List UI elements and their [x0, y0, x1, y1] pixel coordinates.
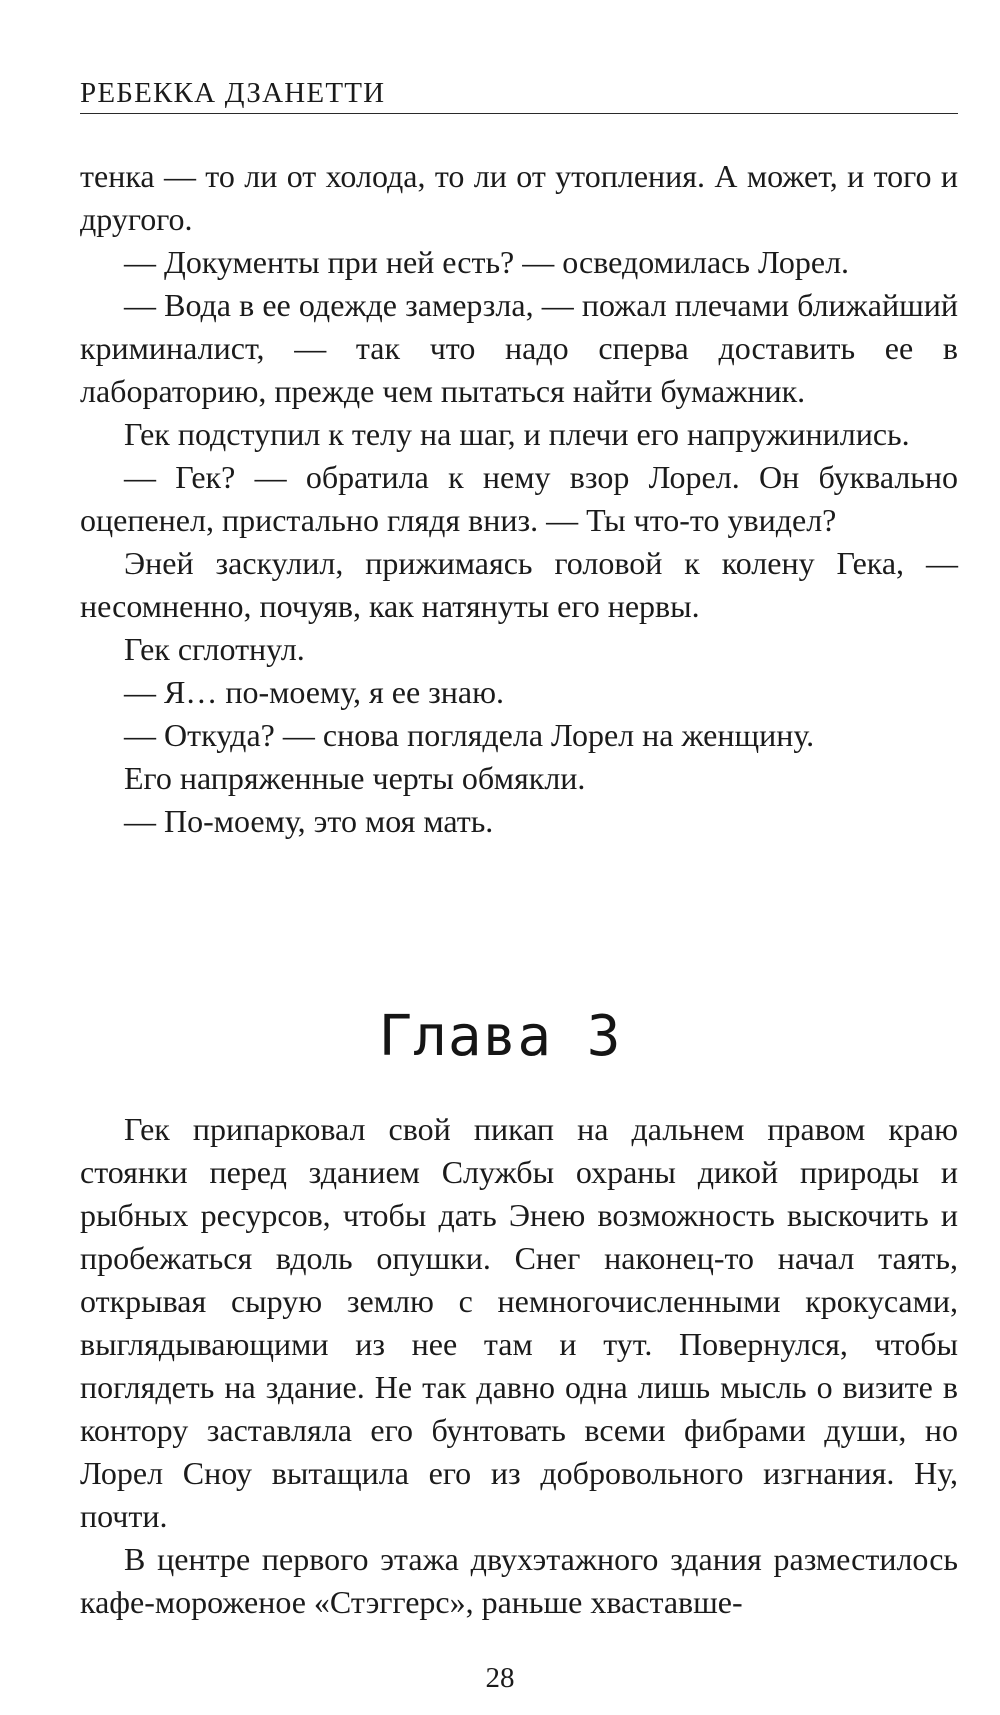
running-header	[80, 75, 958, 115]
paragraph: Гек припарковал свой пикап на дальнем правом краю стоянки перед зданием Службы охраны дикой природы и рыбных ресурсов, чтобы дать Энею возможность выскочить и пробежаться вдоль опушки. Снег наконец-то начал таять, открывая сырую землю с немногочисленными крокусами, выглядывающими из нее там и тут. Повернулся, чтобы поглядеть на здание. Не так давно одна лишь мысль о визите в контору заставляла его бунтовать всеми фибрами души, но Лорел Сноу вытащила его из добровольного изгнания. Ну, почти.	[80, 1111, 958, 1534]
paragraph: В центре первого этажа двухэтажного здания разместилось кафе-мороженое «Стэггерс», раньше хваставше-	[80, 1541, 958, 1620]
paragraph: Эней заскулил, прижимаясь головой к колену Гека, — несомненно, почуяв, как натянуты его нервы.	[80, 545, 958, 624]
paragraph: — По-моему, это моя мать.	[124, 803, 494, 839]
paragraph: — Вода в ее одежде замерзла, — пожал плечами ближайший криминалист, — так что надо сперва доставить ее в лабораторию, прежде чем пытаться найти бумажник.	[80, 287, 958, 409]
paragraph: — Я… по-моему, я ее знаю.	[124, 674, 505, 710]
text-section-before-chapter	[80, 155, 958, 843]
paragraph: тенка — то ли от холода, то ли от утопления. А может, и того и другого.	[80, 158, 958, 237]
running-head-author: РЕБЕККА ДЗАНЕТТИ	[80, 77, 386, 109]
paragraph: Его напряженные черты обмякли.	[124, 760, 586, 796]
paragraph: Гек подступил к телу на шаг, и плечи его напружинились.	[124, 416, 910, 452]
chapter-heading: Глава 3	[378, 1004, 622, 1069]
page-number: 28	[485, 1662, 515, 1694]
text-section-chapter-3	[80, 1108, 958, 1624]
paragraph: Гек сглотнул.	[124, 631, 305, 667]
paragraph: — Документы при ней есть? — осведомилась Лорел.	[124, 244, 850, 280]
paragraph: — Откуда? — снова поглядела Лорел на женщину.	[124, 717, 815, 753]
paragraph: — Гек? — обратила к нему взор Лорел. Он буквально оцепенел, пристально глядя вниз. — Ты что-то увидел?	[80, 459, 958, 538]
header-rule	[80, 113, 958, 114]
